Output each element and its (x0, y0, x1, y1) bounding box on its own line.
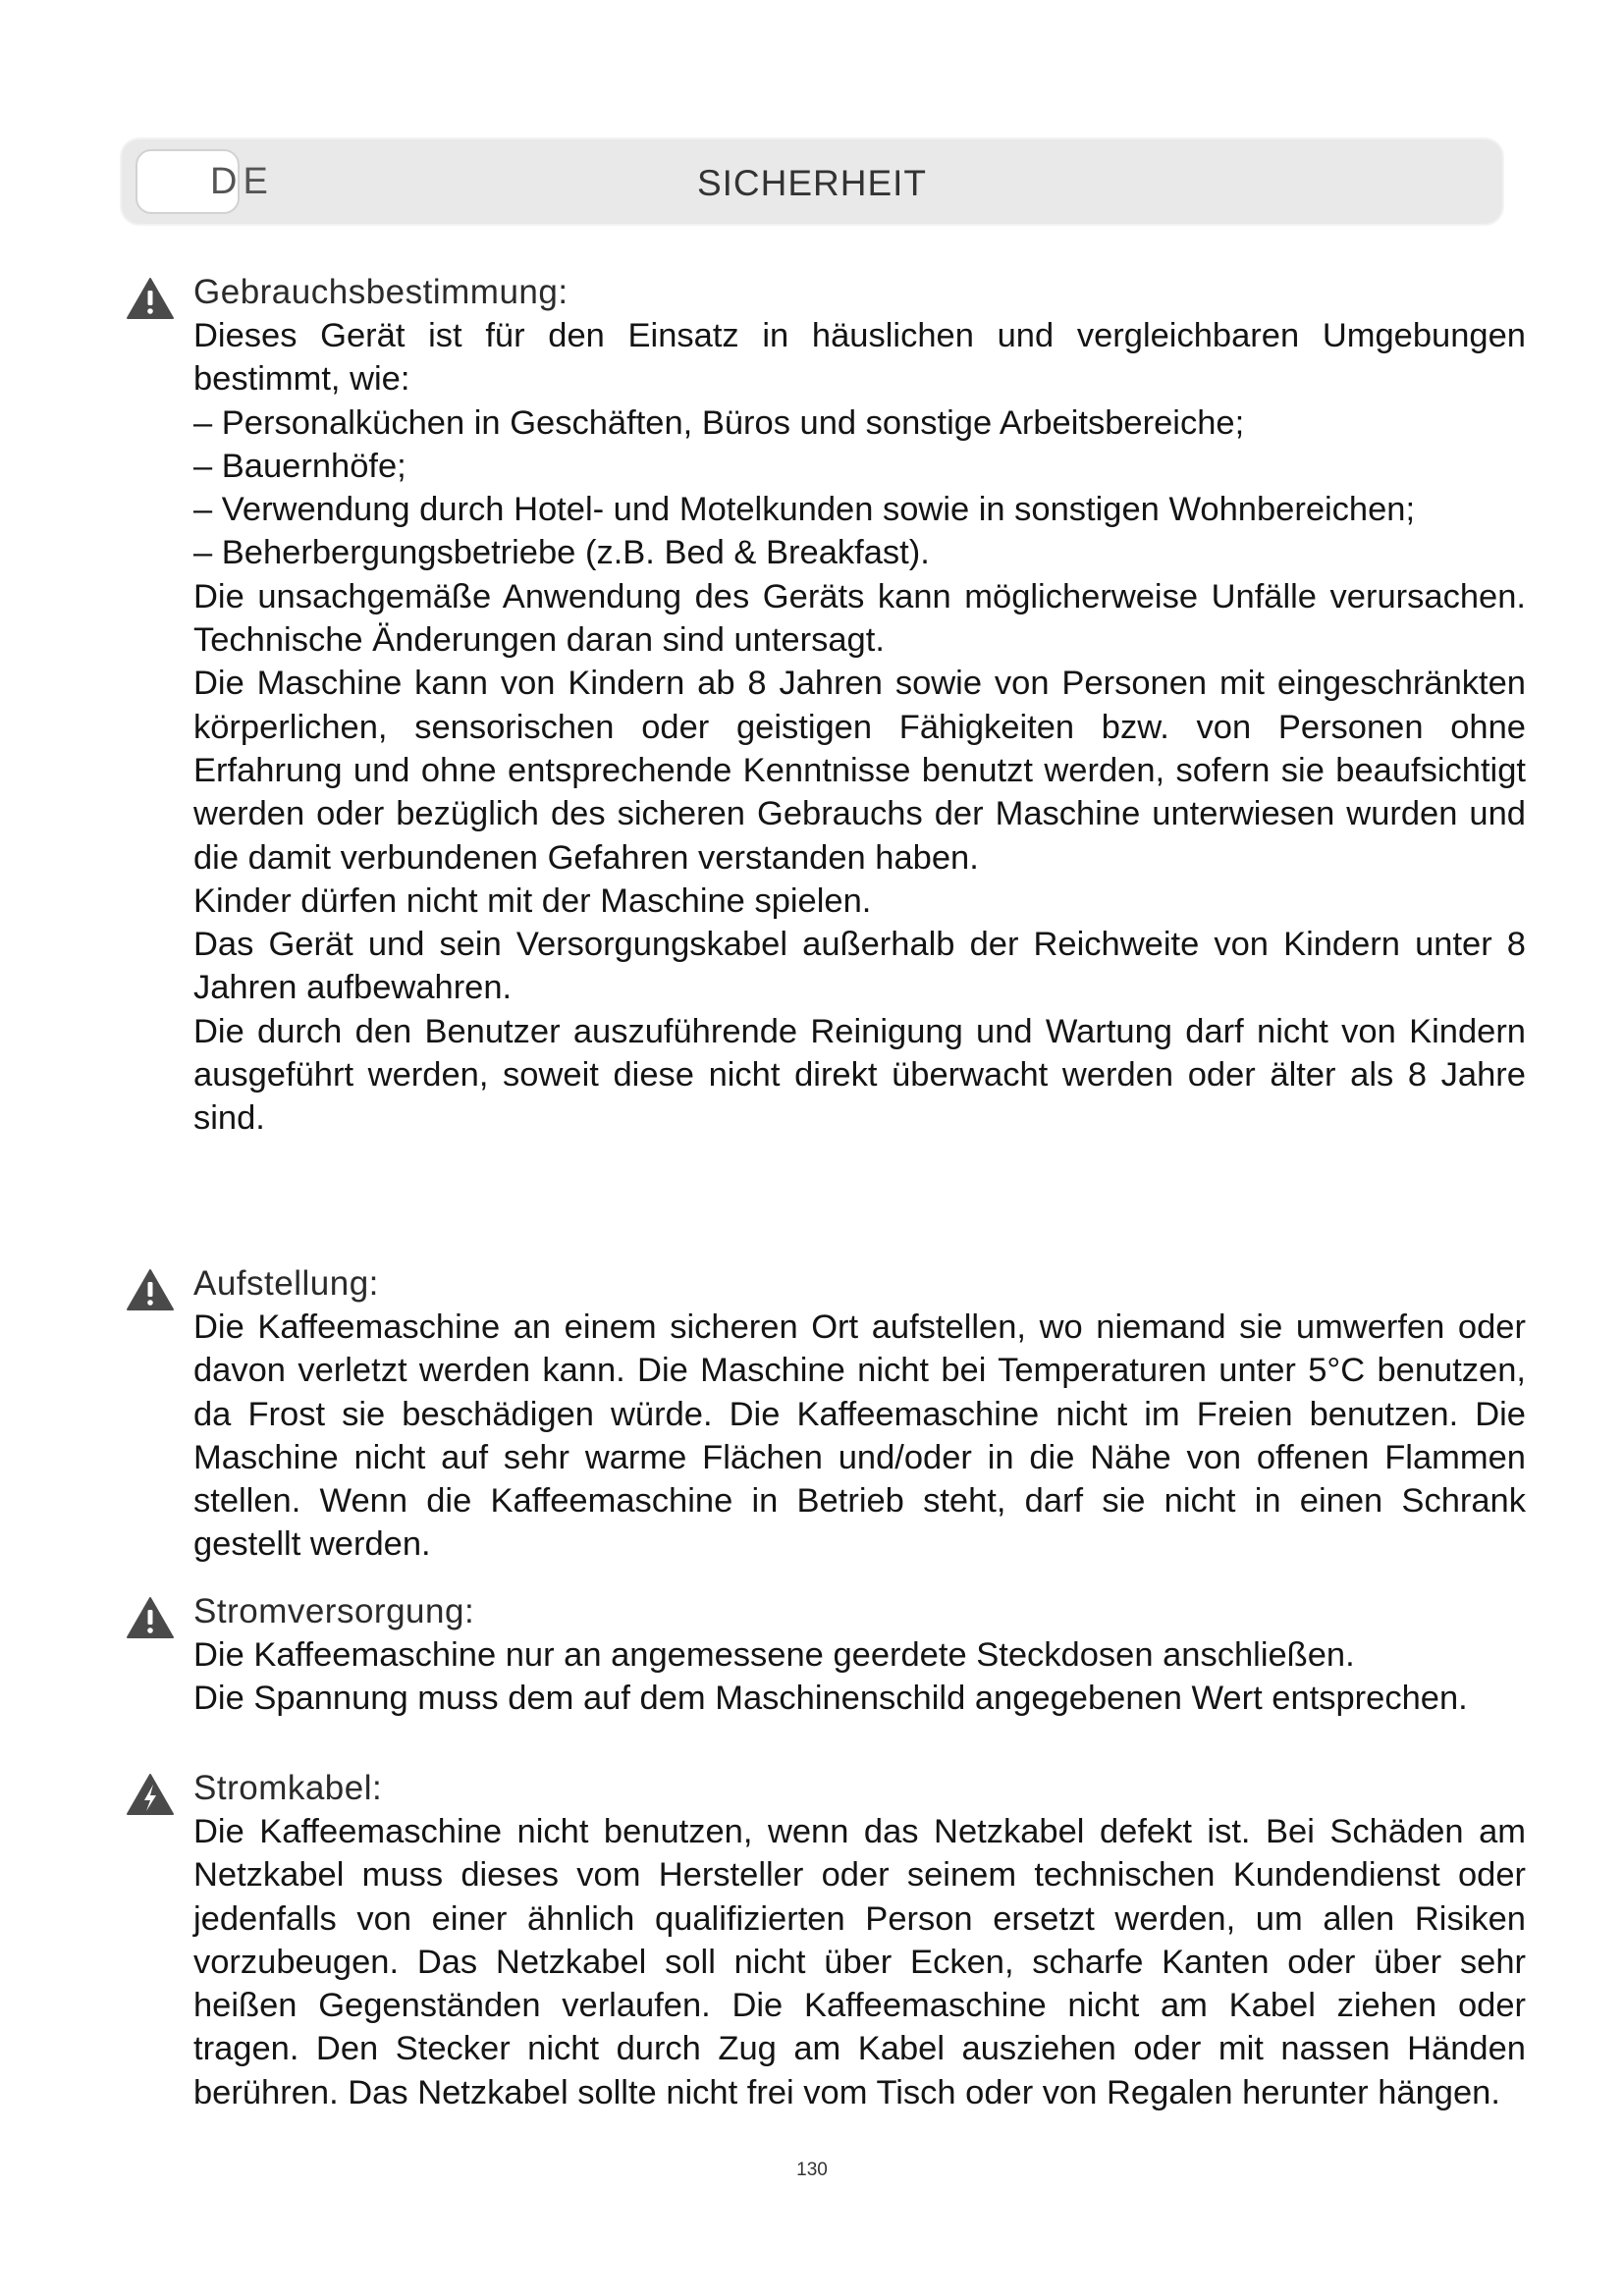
paragraph: Die Kaffeemaschine nicht benutzen, wenn das Netzkabel defekt ist. Bei Schäden am Netzkabel muss dieses vom Hersteller oder seinem technischen Kundendienst oder jedenfalls von einer ähnlich qualifizierten Person ersetzt werden, um allen Risiken vorzubeugen. Das Netzkabel soll nicht über Ecken, scharfe Kanten oder über sehr heißen Gegenständen verlaufen. Die Kaffeemaschine nicht am Kabel ziehen oder tragen. Den Stecker nicht durch Zug am Kabel ausziehen oder mit nassen Händen berühren. Das Netzkabel sollte nicht frei vom Tisch oder von Regalen herunter hängen. (193, 1813, 1526, 2111)
section-body (193, 1306, 1526, 1567)
warning-triangle-icon (126, 1268, 175, 1311)
warning-triangle-icon (126, 1596, 175, 1639)
warning-triangle-icon (126, 277, 175, 320)
section-heading: Gebrauchsbestimmung: (193, 273, 568, 311)
section-heading: Stromkabel: (193, 1769, 383, 1807)
list-item: – Verwendung durch Hotel- und Motelkunden sowie in sonstigen Wohnbereichen; (193, 491, 1416, 529)
section-installation (126, 1262, 1526, 1567)
paragraph: Das Gerät und sein Versorgungskabel außerhalb der Reichweite von Kindern unter 8 Jahren aufbewahren. (193, 926, 1526, 1007)
paragraph: Die Maschine kann von Kindern ab 8 Jahren sowie von Personen mit eingeschränkten körperlichen, sensorischen oder geistigen Fähigkeiten bzw. von Personen ohne Erfahrung und ohne entsprechende Kenntnisse benutzt werden, sofern sie beaufsichtigt werden oder bezüglich des sicheren Gebrauchs der Maschine unterwiesen wurden und die damit verbundenen Gefahren verstanden haben. (193, 665, 1526, 877)
section-heading: Aufstellung: (193, 1264, 379, 1303)
section-heading: Stromversorgung: (193, 1592, 475, 1630)
section-body (193, 314, 1526, 1141)
section-body (193, 1810, 1526, 2114)
list-item: – Beherbergungsbetriebe (z.B. Bed & Breakfast). (193, 534, 930, 572)
paragraph: Kinder dürfen nicht mit der Maschine spielen. (193, 881, 872, 920)
paragraph: Die unsachgemäße Anwendung des Geräts kann möglicherweise Unfälle verursachen. Technische Änderungen daran sind untersagt. (193, 577, 1526, 660)
list-item: – Bauernhöfe; (193, 447, 406, 485)
section-intended-use (126, 271, 1526, 1141)
list-item: – Personalküchen in Geschäften, Büros und sonstige Arbeitsbereiche; (193, 403, 1245, 442)
section-body (193, 1633, 1526, 1721)
paragraph: Dieses Gerät ist für den Einsatz in häuslichen und vergleichbaren Umgebungen bestimmt, wie: (193, 317, 1526, 399)
page-number: 130 (796, 2160, 828, 2180)
page-title: SICHERHEIT (696, 163, 928, 203)
section-power-cable (126, 1767, 1526, 2114)
electric-hazard-icon (126, 1773, 175, 1816)
paragraph: Die durch den Benutzer auszuführende Reinigung und Wartung darf nicht von Kindern ausgeführt werden, soweit diese nicht direkt überwacht werden oder älter als 8 Jahre sind. (193, 1012, 1526, 1138)
language-code: DE (210, 161, 274, 202)
section-power-supply (126, 1590, 1526, 1721)
paragraph: Die Kaffeemaschine nur an angemessene geerdete Steckdosen anschließen. (193, 1636, 1355, 1674)
paragraph: Die Kaffeemaschine an einem sicheren Ort aufstellen, wo niemand sie umwerfen oder davon verletzt werden kann. Die Maschine nicht bei Temperaturen unter 5°C benutzen, da Frost sie beschädigen würde. Die Kaffeemaschine nicht im Freien benutzen. Die Maschine nicht auf sehr warme Flächen und/oder in die Nähe von offenen Flammen stellen. Wenn die Kaffeemaschine in Betrieb steht, darf sie nicht in einen Schrank gestellt werden. (193, 1308, 1526, 1564)
paragraph: Die Spannung muss dem auf dem Maschinenschild angegebenen Wert entsprechen. (193, 1680, 1468, 1718)
